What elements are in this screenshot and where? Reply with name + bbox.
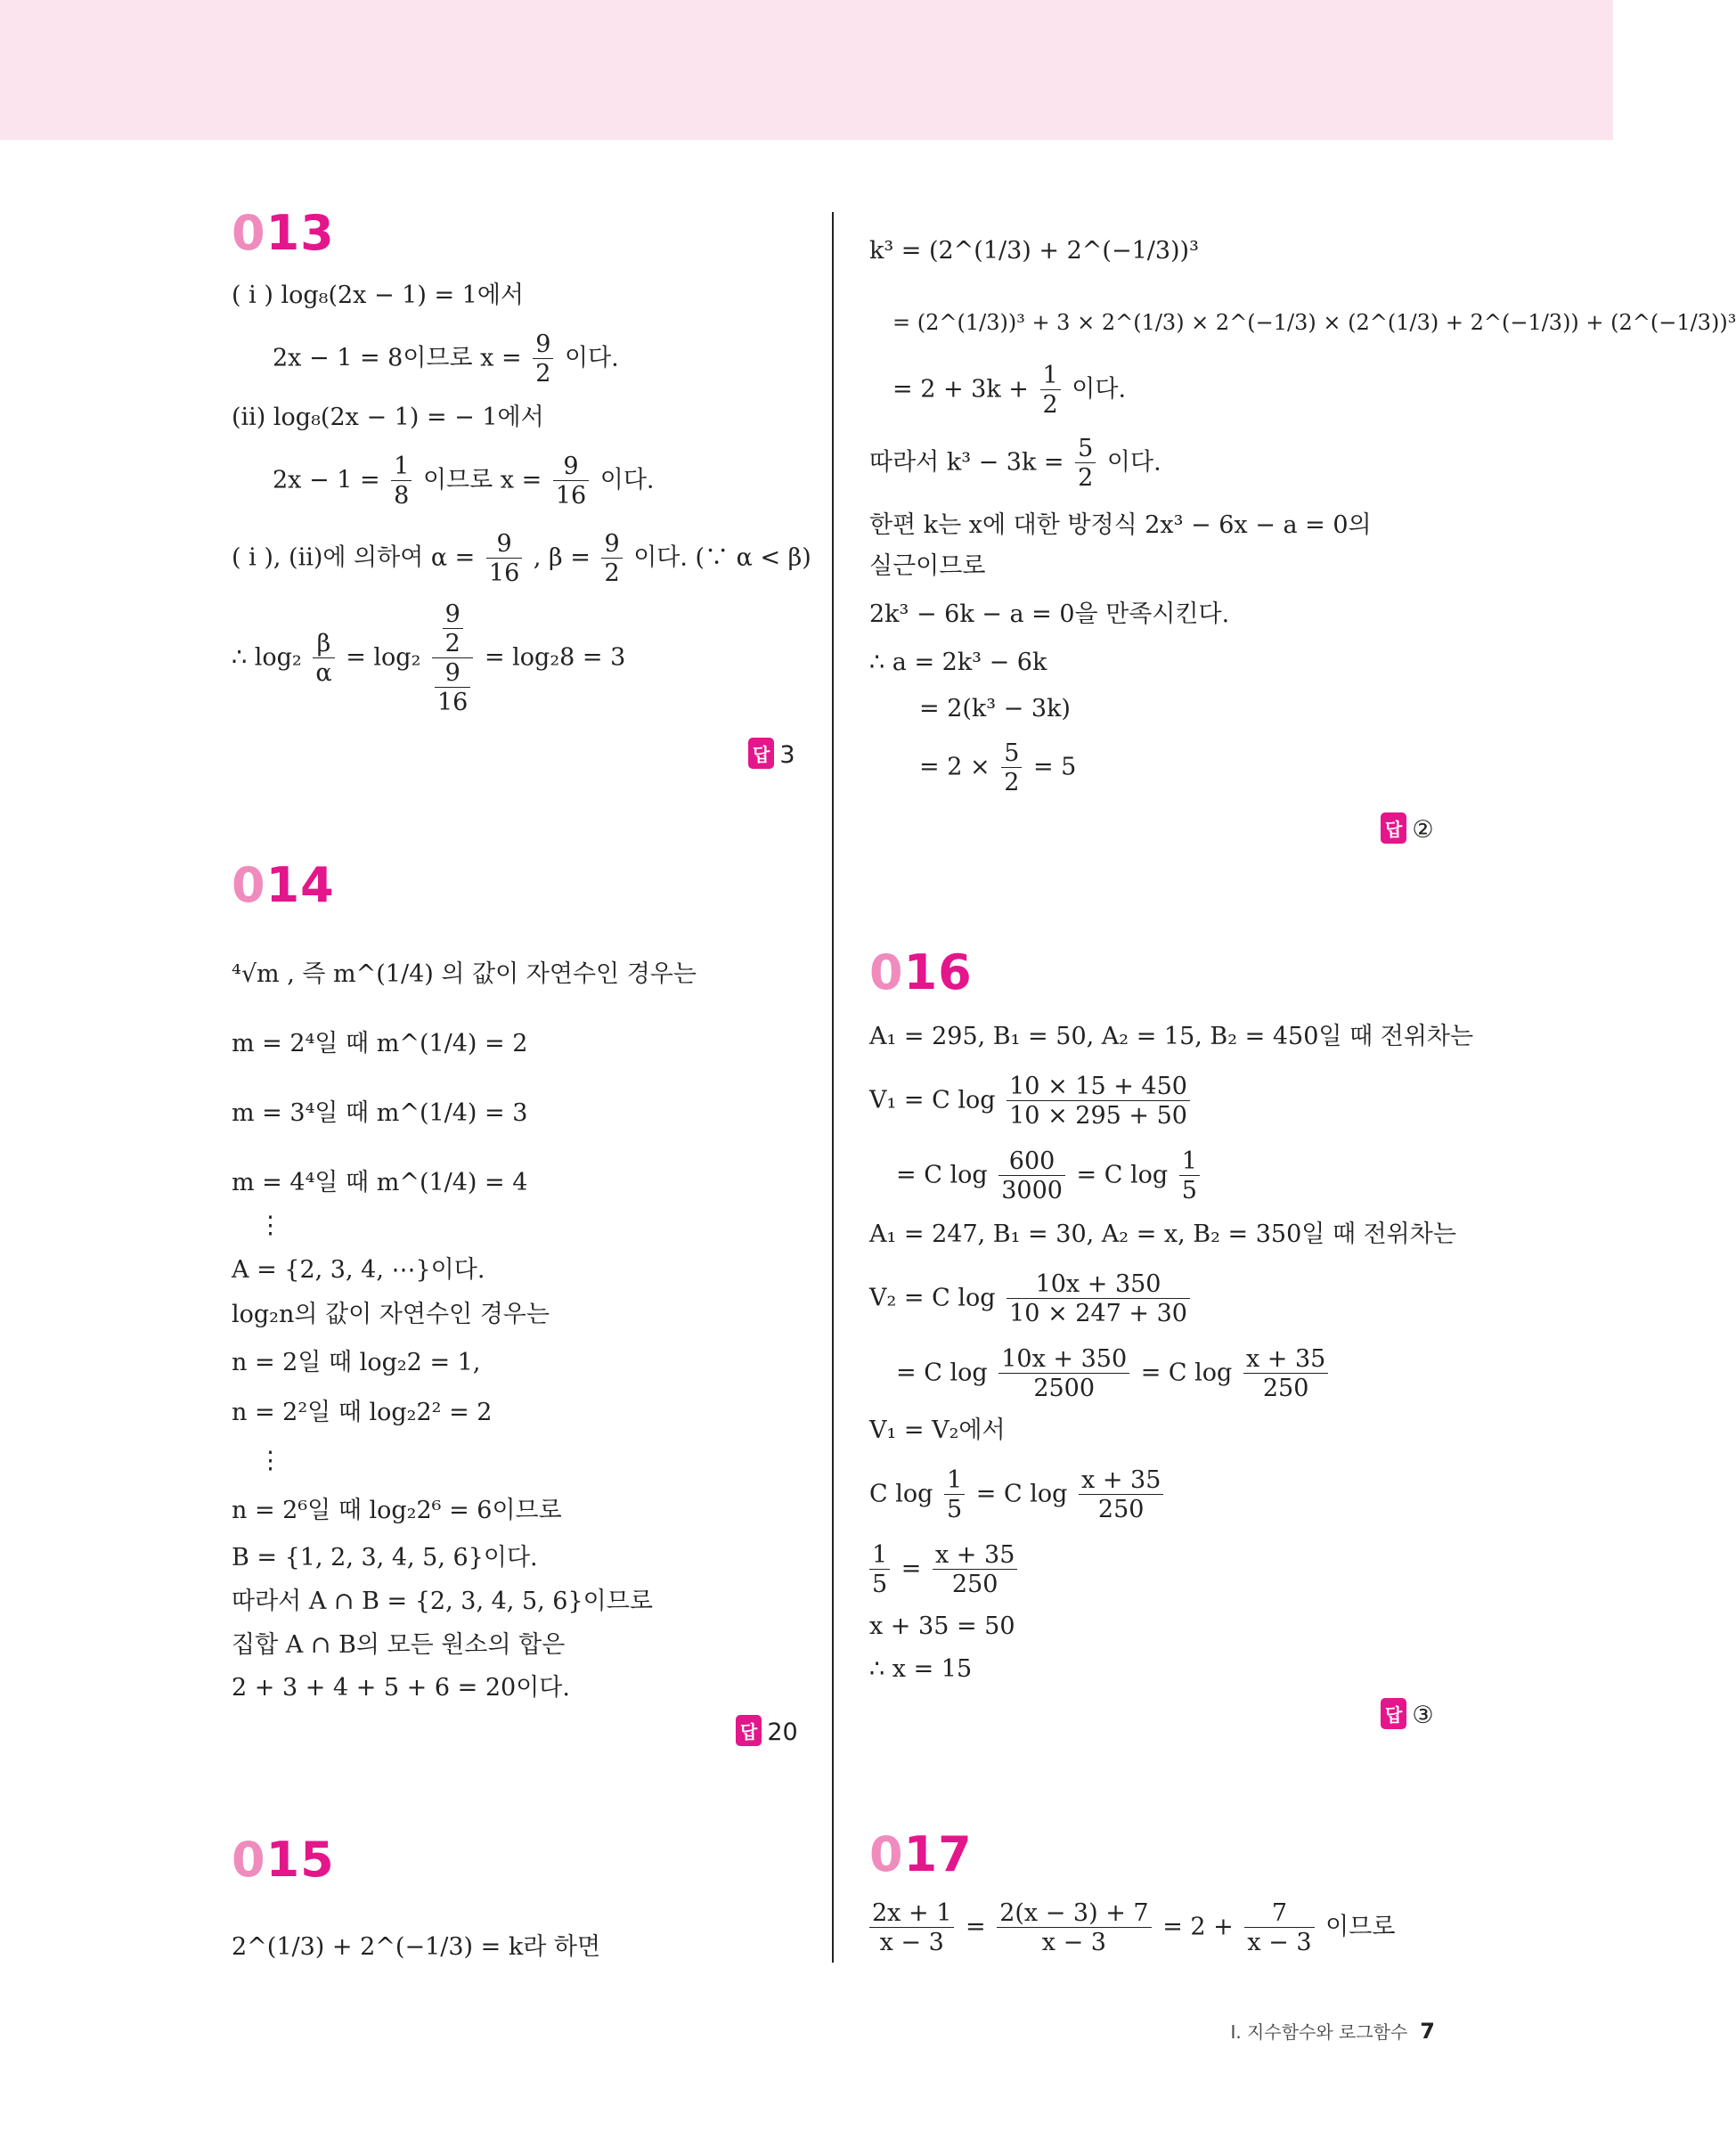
p016-line11: ∴ x = 15 [869,1655,973,1683]
p014-line10: B = {1, 2, 3, 4, 5, 6}이다. [232,1544,538,1571]
p014-line3: m = 3⁴일 때 m^(1/4) = 3 [232,1099,528,1127]
p016-line10: x + 35 = 50 [869,1612,1015,1640]
p016-line2: V₁ = C log $\frac{10 \times 15 + 450}{10 \times 295 + 50}$ [869,1074,1194,1128]
p014-answer: 답 20 [736,1715,798,1746]
p014-line7: n = 2일 때 log₂2 = 1, [232,1349,481,1376]
problem-number-015: 015 [232,1832,335,1888]
p015-r2: = (2^(1/3))³ + 3 × 2^(1/3) × 2^(−1/3) × (2^(1/3) + 2^(−1/3)) + (2^(−1/3))³ [892,310,1736,335]
p014-line12: 집합 A ∩ B의 모든 원소의 합은 [232,1631,566,1659]
p015-r1: k³ = (2^(1/3) + 2^(−1/3))³ [869,237,1199,265]
p016-line9: $\frac{1}{5}$ = $\frac{x + 35}{250}$ [869,1543,1021,1596]
p014-line6: log₂n의 값이 자연수인 경우는 [232,1301,550,1328]
p014-line8: n = 2²일 때 log₂2² = 2 [232,1399,493,1426]
p014-line13: 2 + 3 + 4 + 5 + 6 = 20이다. [232,1674,570,1702]
page-number: 7 [1420,2019,1435,2044]
p015-r10: = 2 × $\frac{5}{2}$ = 5 [919,739,1077,796]
p015-r9: = 2(k³ − 3k) [919,695,1071,722]
p015-r8: ∴ a = 2k³ − 6k [869,649,1047,676]
p013-answer: 답 3 [748,738,795,769]
p016-line6: = C log $\frac{10x + 350}{2500}$ = C log $\frac{x + 35}{250}$ [896,1347,1332,1400]
answer-badge: 답 [1381,1698,1406,1729]
p015-r7: 2k³ − 6k − a = 0을 만족시킨다. [869,600,1230,628]
problem-number-014: 014 [232,857,335,913]
p014-dots2: ⋮ [258,1447,282,1474]
p016-line7: V₁ = V₂에서 [869,1416,1006,1444]
p016-line5: V₂ = C log $\frac{10x + 350}{10 \times 247 + 30}$ [869,1272,1194,1326]
p014-line11: 따라서 A ∩ B = {2, 3, 4, 5, 6}이므로 [232,1588,653,1615]
page-footer [1230,2018,1435,2044]
p013-line6: ∴ log₂ $\frac{\beta}{\alpha}$ = log₂ $\frac{\frac{9}{2}}{\frac{9}{16}}$ = log₂8 = 3 [232,600,626,716]
p013-line3: (ii) log₈(2x − 1) = − 1에서 [232,404,544,431]
p013-line5: ( i ), (ii)에 의하여 α = $\frac{9}{16}$ , β = $\frac{9}{2}$ 이다. (∵ α < β) [232,530,811,587]
p013-line2: 2x − 1 = 8이므로 x = $\frac{9}{2}$ 이다. [273,331,619,388]
p016-line4: A₁ = 247, B₁ = 30, A₂ = x, B₂ = 350일 때 전위차는 [869,1220,1456,1248]
p014-line4: m = 4⁴일 때 m^(1/4) = 4 [232,1169,528,1196]
p015-r4: 따라서 k³ − 3k = $\frac{5}{2}$ 이다. [869,435,1161,492]
p015-r6: 실근이므로 [869,552,986,580]
p014-line1: ⁴√m , 즉 m^(1/4) 의 값이 자연수인 경우는 [232,960,697,988]
p017-line1: $\frac{2x + 1}{x - 3}$ = $\frac{2(x - 3) + 7}{x - 3}$ = 2 + $\frac{7}{x - 3}$ 이므로 [869,1901,1395,1955]
problem-number-017: 017 [869,1826,973,1882]
p013-line1: ( i ) log₈(2x − 1) = 1에서 [232,282,525,309]
p015-r5: 한편 k는 x에 대한 방정식 2x³ − 6x − a = 0의 [869,511,1372,539]
p013-line4: 2x − 1 = $\frac{1}{8}$ 이므로 x = $\frac{9}{16}$ 이다. [273,453,655,510]
p016-line3: = C log $\frac{600}{3000}$ = C log $\frac{1}{5}$ [896,1149,1203,1203]
top-banner [0,0,1613,140]
answer-badge: 답 [748,738,774,769]
p015-answer: 답 ② [1381,812,1434,844]
p016-answer: 답 ③ [1381,1698,1434,1729]
problem-number-013: 013 [232,205,335,261]
p016-line1: A₁ = 295, B₁ = 50, A₂ = 15, B₂ = 450일 때 전위차는 [869,1023,1474,1050]
column-divider [832,212,834,1963]
problem-number-016: 016 [869,944,973,1000]
p014-line9: n = 2⁶일 때 log₂2⁶ = 6이므로 [232,1497,562,1524]
chapter-title: I. 지수함수와 로그함수 [1230,2021,1408,2043]
p015-line1: 2^(1/3) + 2^(−1/3) = k라 하면 [232,1933,601,1961]
p014-line5: A = {2, 3, 4, ⋯}이다. [232,1256,485,1284]
answer-badge: 답 [1381,812,1406,844]
p015-r3: = 2 + 3k + $\frac{1}{2}$ 이다. [892,362,1127,419]
p016-line8: C log $\frac{1}{5}$ = C log $\frac{x + 35}{250}$ [869,1468,1167,1522]
p014-line2: m = 2⁴일 때 m^(1/4) = 2 [232,1030,528,1057]
p014-dots1: ⋮ [258,1212,282,1239]
answer-badge: 답 [736,1715,762,1746]
